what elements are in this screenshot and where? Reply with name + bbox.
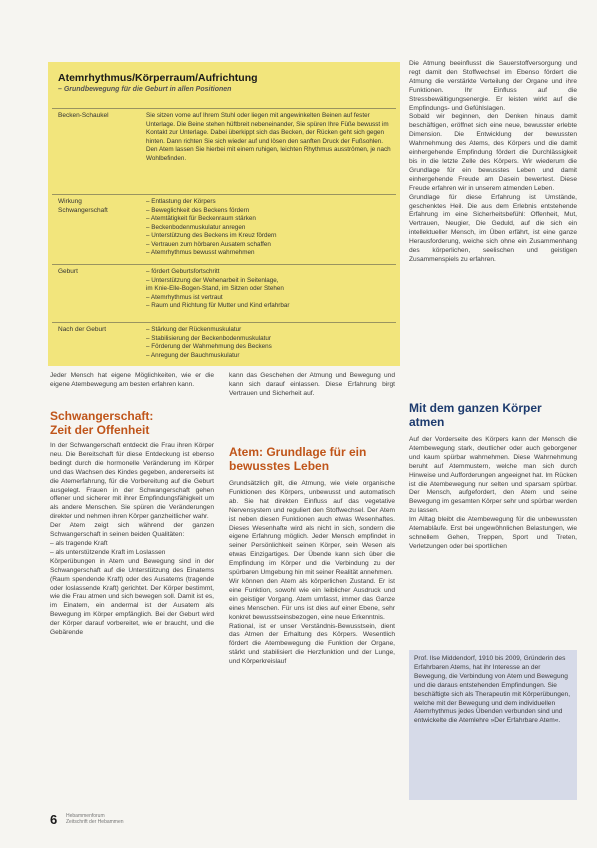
box-divider xyxy=(52,264,396,265)
middle-column-body: Grundsätzlich gilt, die Atmung, wie viele organische Funktionen des Körpers, unbewusst und automatisch ab. Sie hat direkten Einfluss auf das vegetative Nervensystem und reguliert den Stoffwechsel. Der Atem ist neben diesen Funktionen auch etwas Wesenhaftes. Dieses Wesenhafte wird als nicht in sich, sondern die eigene Erfahrung möglich. Jeder Mensch empfindet in seiner Persönlichkeit seinen Körper, sein Wesen als etwas Einzigartiges. Der Übende kann sich über die Empfindung im Körper und die Verbindung zu der spürbaren Umgebung hin mit seiner Realität annehmen. Wir können den Atem als körperlichen Zustand. Er ist eine Funktion, sowohl wie ein leiblicher Ausdruck und ein geistiger Vorgang. Atem umfasst, immer das Ganze eines Menschen. Für uns ist dies auf einer Ebene, sehr konkret bewusstseinsbezogen, eine neue Erkenntnis. Rational, ist er unser Verständnis-Bewusstsein, dient das Atmen der Erhaltung des Körpers. Wesentlich fördert die Atembewegung die Funktion der Organe, stärkt und stabilisiert die Herzfunktion und der Lunge, und Körperkreislauf xyxy=(229,480,395,666)
heading-atem-grundlage: Atem: Grundlage für ein bewusstes Leben xyxy=(229,445,367,473)
footer-line-1: Hebammenforum xyxy=(66,813,105,819)
row-label-becken-schaukel: Becken-Schaukel xyxy=(58,112,109,119)
right-column-intro: Die Atmung beeinflusst die Sauerstoffversorgung und regt damit den Stoffwechsel im Ebenso fördert die Atmung die verstärkte Verteilung der Organe und ihre Funktionen. Ihr Einfluss auf die Stressbewältigungsenergie. Er leisten wirkt auf die Empfindungs- und Gefühlslagen. Sobald wir beginnen, den Denken hinaus damit beschäftigen, eröffnet sich eine neue, bewusster erlebte Dimension. Die Entwicklung der bewussten Wahrnehmung des Atems, des Körpers und die damit einhergehende Empfindung fördert die Durchlässigkeit bis in die letzte Zelle des Körpers. Wir wiederum die Grundlage für ein bewusstes Leben und damit einhergehende Freude am Dasein bewertest. Diese Freude erfahren wir in unserem atmenden Leben. Grundlage für diese Erfahrung ist Umstände, geschenktes Heil. Die aus dem Erlebnis entstehende Erfahrung im eine Sicherheitsbefühl: Offenheit, Mut, Vertrauen, Neugier, Die Geduld, auf die sich ein intellektueller Mensch, im Üben erfährt, ist eine ganze Herausforderung, weiche sich ohne ein Zusammenhang des körperlichen, seelischen und geistigen Zusammenspiels zu erfahren. xyxy=(409,60,577,263)
bio-box-text: Prof. Ilse Middendorf, 1910 bis 2009, Gründerin des Erfahrbaren Atems, hat ihr Interesse an der Bewegung, die Verbindung von Atem und Bewegung und die daraus entstehenden Empfindungen. Sie beschäftigte sich als Therapeutin mit Körperübungen, welche mit der Bewegung und dem individuellen Atemrhythmus jedes Übenden verbunden sind und entwickelte die Atemlehre »Der Erfahrbare Atem«. xyxy=(414,655,571,725)
exercise-box-subtitle: – Grundbewegung für die Geburt in allen Positionen xyxy=(58,86,232,93)
row-text-geburt: – fördert Geburtsfortschritt – Unterstützung der Wehenarbeit in Seitenlage, im Knie-Elle-Bogen-Stand, im Sitzen oder Stehen – Atemrhythmus ist vertraut – Raum und Richtung für Mutter und Kind erfahrbar xyxy=(146,268,290,309)
middle-column-intro: kann das Geschehen der Atmung und Bewegung und kann sich darauf einlassen. Diese Erfahrung birgt Vertrauen und Sicherheit auf. xyxy=(229,372,395,397)
left-column-body: In der Schwangerschaft entdeckt die Frau ihren Körper neu. Die Bereitschaft für diese Entdeckung ist ebenso bedingt durch die hormonelle Veränderung im Körper und das Wachsen des Kindes gegeben, andererseits ist die Atemerfahrung, für die Vorbereitung auf die Geburt ausgelegt. Frauen in der Schwangerschaft gehen offener und sicherer mit ihrer Empfindungsfähigkeit um als andere Menschen. Sie spüren die Veränderungen direkter und nehmen ihren Körper ganzheitlicher wahr. Der Atem zeigt sich während der ganzen Schwangerschaft in seinen beiden Qualitäten: – als tragende Kraft – als unterstützende Kraft im Loslassen Körperübungen in Atem und Bewegung sind in der Schwangerschaft auf die Unterstützung des Einatems (Raum spendende Kraft) oder des Ausatems (tragende oder loslassende Kraft) gerichtet. Der Körper bestimmt, wie die Frau atmen und sich bewegen soll. Damit ist es, im Einatem, ein andermal ist der Ausatem als Bewegung im Körper empfänglich. Bei der Geburt wird der Körper darauf vorbereitet, wie er braucht, und die Gebärende xyxy=(50,442,214,637)
left-column-intro: Jeder Mensch hat eigene Möglichkeiten, wie er die eigene Atembewegung am besten erfahren kann. xyxy=(50,372,214,388)
box-divider xyxy=(52,322,396,323)
page-number: 6 xyxy=(50,812,58,827)
heading-ganzer-koerper: Mit dem ganzen Körper atmen xyxy=(409,401,542,429)
right-column-body: Auf der Vorderseite des Körpers kann der Mensch die Atembewegung stark, deutlicher oder auch geborgener und kaum spürbar wahrnehmen. Diese Wahrnehmung beruht auf Atemmustern, welche man sich durch Hinweise und Aufforderungen angeeignet hat. Im Rücken ist die Atembewegung nur selten und sparsam spürbar. Der Mensch, aufgefordert, den Atem und seine Bewegung im gesamten Körper sehr und spürbar werden zu lassen. Im Alltag bleibt die Atembewegung für die unbewussten Atemabläufe. Erst bei ungewöhnlichen Belastungen, wie schnellem Gehen, Treppen, Sport und Treten, Verletzungen oder bei sportlichen xyxy=(409,436,577,550)
row-text-nach-der-geburt: – Stärkung der Rückenmuskulatur – Stabilisierung der Beckenbodenmuskulatur – Förderung der Wahrnehmung des Beckens – Anregung der Bauchmuskulatur xyxy=(146,326,272,359)
row-label-geburt: Geburt xyxy=(58,268,78,275)
row-text-becken-schaukel: Sie sitzen vorne auf Ihrem Stuhl oder liegen mit angewinkelten Beinen auf fester Unterlage. Die Beine stehen hüftbreit nebeneinander, Sie spüren Ihre Füße bewusst im Kontakt zur Unterlage. Dabei überkippt sich das Becken, der Rücken geht sich gegen hinten. Dann richten Sie sich wieder auf und lösen den sanften Druck der Fußsohlen. Den Atem lassen Sie hierbei mit einem ruhigen, leichten Rhythmus ausströmen, je nach Wohlbefinden. xyxy=(146,112,391,162)
box-divider xyxy=(52,108,396,109)
row-text-wirkung: – Entlastung der Körpers – Beweglichkeit des Beckens fördern – Atemtätigkeit für Beckenraum stärken – Beckenbodenmuskulatur anregen – Unterstützung des Beckens im Kreuz fördern – Vertrauen zum hörbaren Ausatem schaffen – Atemrhythmus bewusst wahrnehmen xyxy=(146,198,277,256)
box-divider xyxy=(52,194,396,195)
heading-schwangerschaft: Schwangerschaft: Zeit der Offenheit xyxy=(50,409,154,437)
footer-publication xyxy=(66,813,124,825)
row-label-wirkung: Wirkung Schwangerschaft xyxy=(58,198,108,214)
row-label-nach-der-geburt: Nach der Geburt xyxy=(58,326,107,333)
footer-line-2: Zeitschrift der Hebammen xyxy=(66,819,124,825)
exercise-box-title: Atemrhythmus/Körperraum/Aufrichtung xyxy=(58,72,258,84)
